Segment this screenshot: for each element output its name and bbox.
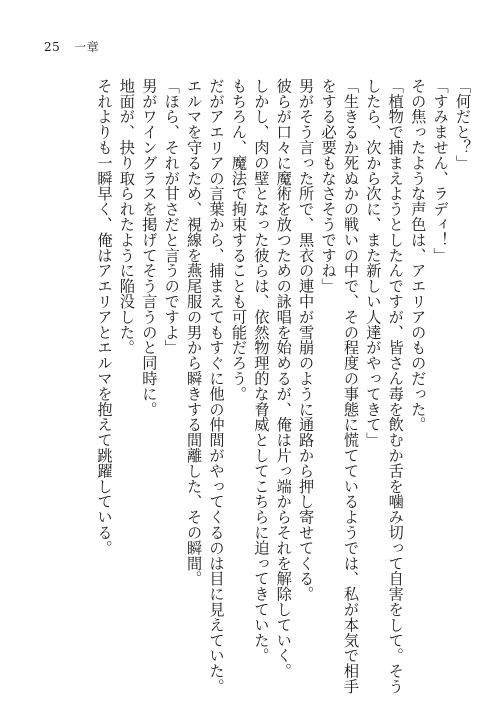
text-line: しかし、肉の壁となった彼らは、依然物理的な脅威としてこちらに迫ってきていた。 bbox=[252, 78, 271, 664]
text-line: それよりも一瞬早く、俺はアエリアとエルマを抱えて跳躍している。 bbox=[95, 78, 114, 556]
text-line: その焦ったような声色は、アエリアのものだった。 bbox=[409, 78, 428, 433]
page-header bbox=[44, 38, 99, 55]
text-line: をする必要もなさそうですね」 bbox=[319, 78, 338, 294]
text-line: 「生きるか死ぬかの戦いの中で、その程度の事態に慌てているようでは、私が本気で相手 bbox=[341, 78, 360, 694]
text-line: エルマを守るため、視線を燕尾服の男から瞬きする間離した、その瞬間。 bbox=[185, 78, 204, 587]
text-line: もちろん、魔法で拘束することも可能だろう。 bbox=[229, 78, 248, 402]
text-line: 「植物で捕まえようとしたんですが、皆さん毒を飲むか舌を噛み切って自害をして。そう bbox=[386, 78, 405, 694]
text-line: 男がそう言った所で、黒衣の連中が雪崩のように通路から押し寄せてくる。 bbox=[297, 78, 316, 602]
text-line: 彼らが口々に魔術を放つための詠唱を始めるが、俺は片っ端からそれを解除していく。 bbox=[274, 78, 293, 679]
text-line: 「すみません、ラディ！」 bbox=[431, 78, 450, 263]
text-line: だがアエリアの言葉から、捕まえてもすぐに他の仲間がやってくるのは目に見えていた。 bbox=[207, 78, 226, 694]
text-line: 「何だと？」 bbox=[454, 78, 472, 171]
text-line: 地面が、抉り取られたように陥没した。 bbox=[117, 78, 136, 356]
chapter-title: 一章 bbox=[74, 40, 100, 54]
page-number: 25 bbox=[44, 40, 61, 54]
text-line: 男がワイングラスを掲げてそう言うのと同時に。 bbox=[140, 78, 159, 417]
text-line: したら、次から次に、また新しい人達がやってきて」 bbox=[364, 78, 383, 448]
text-line: 「ほら、それが甘さだと言うのですよ」 bbox=[162, 78, 181, 356]
vertical-text-body bbox=[93, 78, 474, 694]
